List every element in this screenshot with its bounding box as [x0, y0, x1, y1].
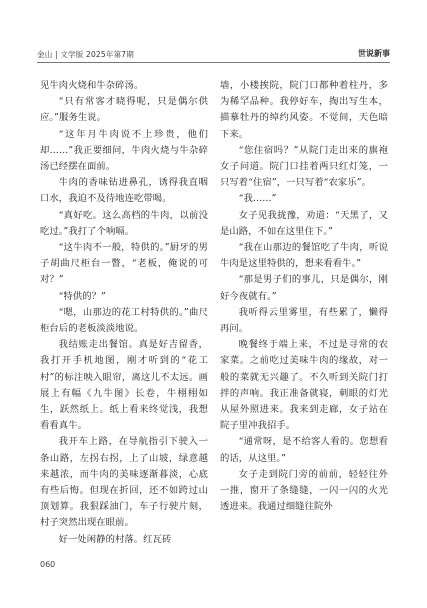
- paragraph: 女子见我拢豫，劝道：“天黑了，又是山路，不如在这里住下。”: [220, 209, 388, 237]
- page-header: [37, 47, 390, 61]
- left-column: [40, 78, 208, 548]
- paragraph: 晚餐终于端上来，不过是寻常的农家菜。之前吃过美味牛肉的缘故，对一般的菜就无兴趣了。不久听到关院门打拌的声响。我正准备就寝，刺眼的灯光从屋外照进来。我来到走廊，女子站在院子里冲我招手。: [220, 339, 388, 432]
- paragraph: 牛肉的香味钻进鼻孔，诱得我直咽口水，我迫不及待地连吃带喝。: [40, 177, 208, 205]
- paragraph: “那是男子们的事儿，只是偶尔，刚好今夜就有。”: [220, 274, 388, 302]
- paragraph: “只有常客才晓得呢，只是偶尔供应。”服务生说。: [40, 96, 208, 124]
- paragraph: “我在山那边的餐馆吃了牛肉，听说牛肉是这里特供的，想来看看牛。”: [220, 242, 388, 270]
- paragraph: 见牛肉火烧和牛杂碎汤。: [40, 80, 144, 91]
- journal-info: 金山 | 文学版 2025年第7期: [37, 50, 134, 59]
- paragraph: “这年月牛肉说不上珍贵，他们却……”我正要细问，牛肉火烧与牛杂碎汤已经摆在面前。: [40, 128, 208, 173]
- paragraph: “这牛肉不一般，特供的。”厨牙的男子胡曲尺柜台一瞥，“老板，俺说的可对？”: [40, 242, 208, 286]
- paragraph: “通常呀，是不给客人看的。您想看的话，从这里。”: [220, 436, 388, 464]
- paragraph: 女子走到院门旁的前前，轻轻往外一推，窗开了条缝缝，一闪一闪的火光透进来。我通过细缝往院外: [220, 468, 388, 513]
- paragraph: “特供的？”: [58, 290, 106, 302]
- paragraph: 我听得云里雾里，有些累了，懒得再问。: [220, 306, 388, 335]
- section-title: 世说新事: [358, 49, 390, 58]
- right-column: [220, 78, 388, 515]
- paragraph: “嗯，山那边的花工村特供的。”曲尺柜台后的老板淡淡地说。: [40, 306, 208, 335]
- paragraph: “您住宿吗？”从院门走出来的旗袍女子问道。院门口挂着两只红灯笼，一只写着“住宿”，一只写着“农家乐”。: [220, 144, 388, 189]
- page-number: 060: [40, 560, 56, 569]
- paragraph: “我……”: [238, 193, 277, 205]
- paragraph: “真好吃。这么高档的牛肉，以前没吃过。”我打了个响嗝。: [40, 209, 208, 237]
- paragraph: 我开车上路，在导航指引下驶入一条山路，左拐右拐，上了山坡，绿意越来越浓，而牛肉的美味逐渐暮淡，心底有些后悔。但现在折回，还不如跨过山顶划算。我狠踩油门，车子行驶片刻，村子突然出现在眼前。: [40, 436, 208, 529]
- paragraph: 好一处闲静的村落。红瓦砖: [58, 533, 172, 545]
- paragraph: 我结账走出餐馆。真是好吉留香，我打开手机地图，刚才听到的“花工村”的标注映入眼帘，离这儿不太远。画展上有幅《九牛图》长卷，牛栩栩如生，跃然纸上。纸上看来终觉浅，我想看看真牛。: [40, 339, 208, 432]
- header-rule: [37, 62, 390, 63]
- paragraph: 墙，小楼挨院，院门口都种着柱丹，多为稀罕品种。我停好车，掏出写生本，描摹牡丹的绰约风姿。不觉间，天色暗下来。: [220, 80, 388, 140]
